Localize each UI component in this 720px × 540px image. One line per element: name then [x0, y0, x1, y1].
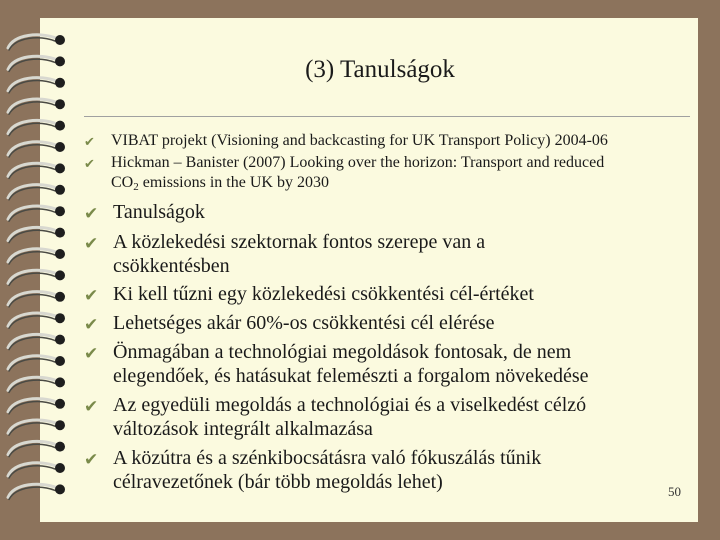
point-text-cont: célravezetőnek (bár több megoldás lehet)	[113, 471, 443, 493]
point-text: Lehetséges akár 60%-os csökkentési cél elérése	[113, 312, 495, 334]
point-text-cont: elegendőek, és hatásukat felemészti a forgalom növekedése	[113, 365, 589, 387]
checkbox-bullet-icon: ✔	[84, 204, 99, 224]
point-text-cont: csökkentésben	[113, 255, 230, 277]
point-text: A közlekedési szektornak fontos szerepe van a	[113, 231, 486, 253]
reference-text-cont: $CO_2$ emissions in the UK by 2030	[111, 174, 329, 193]
checkbox-bullet-icon: ✔	[84, 397, 99, 417]
point-text: Ki kell tűzni egy közlekedési csökkentési cél-értéket	[113, 283, 534, 305]
reference-text: Hickman – Banister (2007) Looking over the horizon: Transport and reduced	[111, 154, 605, 171]
checkbox-bullet-icon: ✔	[84, 234, 99, 254]
point-text: Az egyedüli megoldás a technológiai és a viselkedést célzó	[113, 394, 587, 416]
point-text: Tanulságok	[113, 201, 205, 223]
point-text: A közútra és a szénkibocsátásra való fókuszálás tűnik	[113, 447, 542, 469]
slide-title: (3) Tanulságok	[305, 56, 455, 83]
page-number: 50	[668, 484, 681, 499]
checkbox-bullet-icon: ✔	[84, 157, 95, 172]
title-divider	[84, 116, 690, 117]
point-text: Önmagában a technológiai megoldások fontosak, de nem	[113, 341, 572, 363]
point-text-cont: változások integrált alkalmazása	[113, 418, 373, 440]
reference-text: VIBAT projekt (Visioning and backcasting for UK Transport Policy) 2004-06	[111, 132, 608, 149]
checkbox-bullet-icon: ✔	[84, 286, 99, 306]
checkbox-bullet-icon: ✔	[84, 450, 99, 470]
checkbox-bullet-icon: ✔	[84, 344, 99, 364]
checkbox-bullet-icon: ✔	[84, 315, 99, 335]
checkbox-bullet-icon: ✔	[84, 135, 95, 150]
